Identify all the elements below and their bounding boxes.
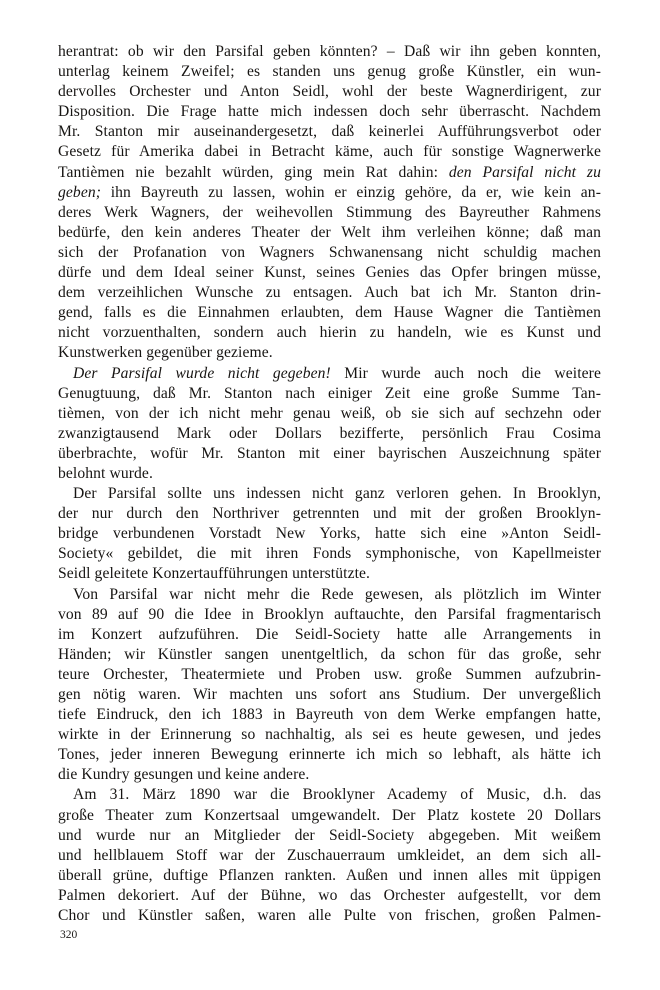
text-line — [58, 866, 601, 886]
text-line — [58, 343, 601, 363]
text-segment: gen nötig waren. Wir machten uns sofort ans Studium. Der unvergeßlich — [58, 686, 601, 703]
text-segment: dürfe und dem Ideal seiner Kunst, seines Genies das Opfer bringen müsse, — [58, 264, 601, 282]
text-line — [58, 625, 601, 645]
text-segment: im Konzert aufzuführen. Die Seidl-Society hatte alle Arrangements in — [58, 625, 601, 643]
text-segment: teure Orchester, Theatermiete und Proben usw. große Summen aufzubrin- — [58, 665, 601, 683]
text-line — [58, 303, 601, 323]
text-segment: Disposition. Die Frage hatte mich indessen doch sehr überrascht. Nachdem — [58, 103, 601, 121]
text-line — [58, 384, 601, 404]
text-line — [58, 605, 601, 625]
text-line — [58, 765, 601, 785]
text-line — [58, 504, 601, 524]
text-line — [58, 364, 601, 384]
text-segment: große Theater zum Konzertsaal umgewandelt. Der Platz kostete 20 Dollars — [58, 806, 601, 824]
text-segment: Chor und Künstler saßen, waren alle Pulte von frischen, großen Palmen- — [58, 907, 601, 925]
text-segment: dem verzeihlichen Wunsche zu entsagen. Auch bat ich Mr. Stanton drin- — [58, 284, 601, 302]
text-segment: Am 31. März 1890 war die Brooklyner Academy of Music, d.h. das — [73, 786, 601, 804]
italic-text-segment: den Parsifal nicht zu — [448, 163, 602, 181]
text-line — [58, 163, 601, 183]
page-number: 320 — [60, 929, 78, 941]
text-segment: bedürfe, den kein anderes Theater der Welt ihm verleihen könne; daß man — [58, 223, 601, 241]
text-line — [58, 464, 601, 484]
text-segment: und wurde nur an Mitglieder der Seidl-Society abgegeben. Mit weißem — [58, 826, 601, 844]
text-line — [58, 444, 601, 464]
text-segment: tièmen, von der ich nicht mehr genau weiß, ob sie sich auf sechzehn oder — [58, 404, 601, 422]
text-line — [58, 906, 601, 926]
text-segment: und hellblauem Stoff war der Zuschauerraum umkleidet, an dem sich all- — [58, 846, 601, 864]
text-line — [58, 102, 601, 122]
text-line — [58, 806, 601, 826]
text-line — [58, 524, 601, 544]
text-segment: von 89 auf 90 die Idee in Brooklyn auftauchte, den Parsifal fragmentarisch — [58, 605, 601, 623]
text-segment: sich der Profanation von Wagners Schwanensang nicht schuldig machen — [58, 243, 601, 261]
text-line — [58, 665, 601, 685]
text-line — [58, 203, 601, 223]
text-segment: bridge verbundenen Vorstadt New Yorks, hatte sich eine »Anton Seidl- — [58, 525, 601, 543]
text-segment: nicht vorzuenthalten, sondern auch hierin zu handeln, wie es Kunst und — [58, 324, 601, 342]
text-segment: dervolles Orchester und Anton Seidl, wohl der beste Wagnerdirigent, zur — [58, 83, 601, 101]
text-line — [58, 142, 601, 162]
text-line — [58, 826, 601, 846]
text-line — [58, 484, 601, 504]
text-line — [58, 645, 601, 665]
text-segment: Seidl geleitete Konzertaufführungen unterstützte. — [58, 565, 371, 583]
text-segment: gend, falls es die Einnahmen erlaubten, dem Hause Wagner die Tantièmen — [58, 304, 601, 322]
text-line — [58, 243, 601, 263]
text-line — [58, 705, 601, 725]
italic-text-segment: Der Parsifal wurde nicht gegeben! — [73, 364, 331, 382]
text-line — [58, 122, 601, 142]
text-line — [58, 585, 601, 605]
text-line — [58, 183, 601, 203]
text-segment: Händen; wir Künstler sangen unentgeltlich, da schon für das große, sehr — [58, 645, 601, 663]
text-segment: Tones, jeder inneren Bewegung erinnerte ich mich so lebhaft, als hätte ich — [58, 746, 601, 764]
text-segment: Mr. Stanton mir auseinandergesetzt, daß keinerlei Aufführungsverbot oder — [58, 123, 601, 141]
text-segment: Kunstwerken gegenüber gezieme. — [58, 344, 273, 362]
text-segment: Der Parsifal sollte uns indessen nicht ganz verloren gehen. In Brooklyn, — [73, 485, 601, 503]
text-line — [58, 886, 601, 906]
text-segment: Von Parsifal war nicht mehr die Rede gewesen, als plötzlich im Winter — [73, 585, 601, 603]
text-line — [58, 283, 601, 303]
text-line — [58, 745, 601, 765]
text-segment: zwanzigtausend Mark oder Dollars bezifferte, persönlich Frau Cosima — [58, 424, 601, 442]
text-line — [58, 42, 601, 62]
text-line — [58, 725, 601, 745]
text-line — [58, 785, 601, 805]
text-segment: überall grüne, duftige Pflanzen rankten. Außen und innen alles mit üppigen — [58, 866, 601, 884]
text-segment: Mir wurde auch noch die weitere — [330, 364, 601, 382]
text-line — [58, 62, 601, 82]
text-segment: herantrat: ob wir den Parsifal geben könnten? – Daß wir ihn geben konnten, — [58, 43, 601, 60]
text-line — [58, 846, 601, 866]
text-segment: Society« gebildet, die mit ihren Fonds symphonische, von Kapellmeister — [58, 545, 601, 563]
text-line — [58, 223, 601, 243]
text-segment: der nur durch den Northriver getrennten und mit der großen Brooklyn- — [58, 505, 601, 523]
text-segment: tiefe Eindruck, den ich 1883 in Bayreuth von dem Werke empfangen hatte, — [58, 706, 601, 724]
text-segment: Palmen dekoriert. Auf der Bühne, wo das Orchester aufgestellt, vor dem — [58, 886, 601, 904]
text-segment: unterlag keinem Zweifel; es standen uns genug große Künstler, ein wun- — [58, 63, 601, 81]
text-line — [58, 685, 601, 705]
text-segment: deres Werk Wagners, der weihevollen Stimmung des Bayreuther Rahmens — [58, 203, 601, 221]
text-segment: wirkte in der Erinnerung so nachhaltig, als sei es heute gewesen, und jedes — [58, 726, 601, 744]
page-text — [58, 42, 601, 926]
italic-text-segment: geben; — [58, 183, 102, 201]
text-segment: die Kundry gesungen und keine andere. — [58, 766, 310, 784]
text-segment: Genugtuung, daß Mr. Stanton nach einiger Zeit eine große Summe Tan- — [58, 384, 601, 402]
text-segment: ihn Bayreuth zu lassen, wohin er einzig gehöre, da er, wie kein an- — [101, 183, 601, 201]
text-segment: überbrachte, wofür Mr. Stanton mit einer bayrischen Auszeichnung später — [58, 444, 601, 462]
text-line — [58, 323, 601, 343]
text-line — [58, 263, 601, 283]
text-line — [58, 564, 601, 584]
text-segment: Gesetz für Amerika dabei in Betracht käme, auch für sonstige Wagnerwerke — [58, 143, 601, 161]
text-line — [58, 404, 601, 424]
text-segment: Tantièmen nie bezahlt würden, ging mein Rat dahin: — [58, 163, 449, 181]
text-segment: belohnt wurde. — [58, 464, 153, 482]
text-line — [58, 82, 601, 102]
text-line — [58, 424, 601, 444]
text-line — [58, 544, 601, 564]
